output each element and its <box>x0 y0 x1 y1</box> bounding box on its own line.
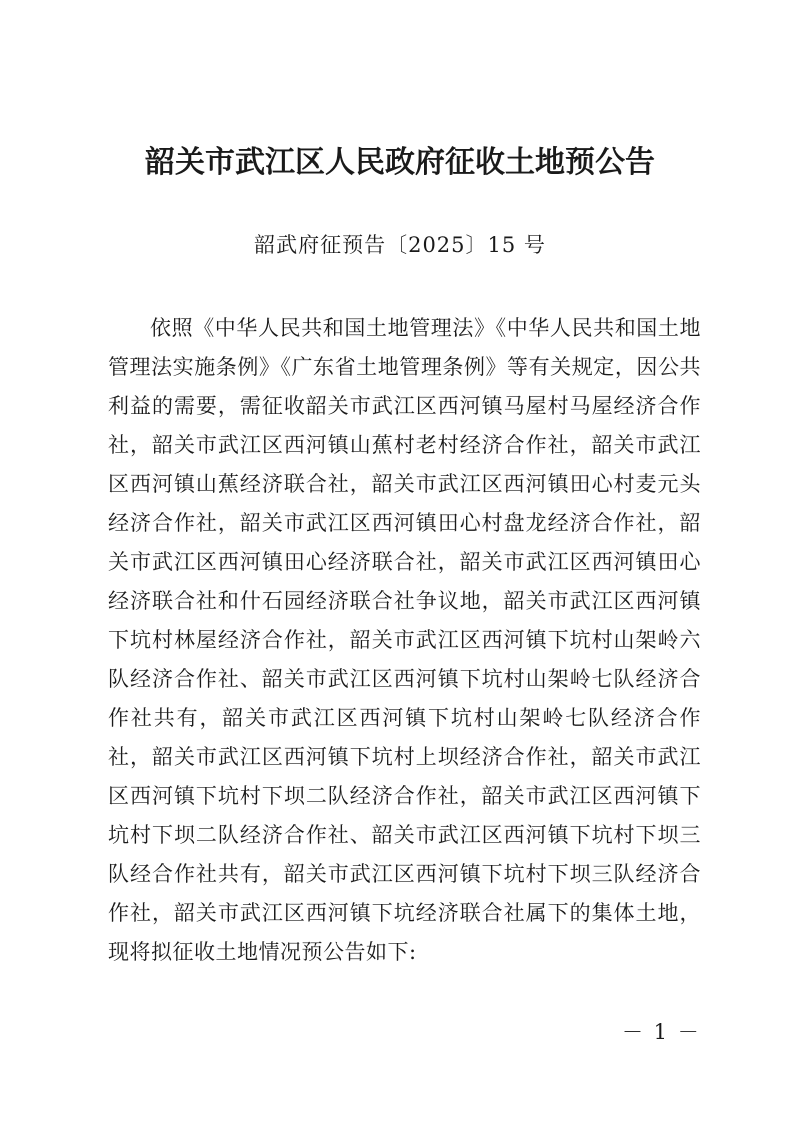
page-number: － 1 － <box>622 1020 701 1044</box>
document-number: 韶武府征预告〔2025〕15 号 <box>254 233 546 257</box>
document-title: 韶关市武江区人民政府征收土地预公告 <box>145 145 655 180</box>
body-paragraph: 依照《中华人民共和国土地管理法》《中华人民共和国土地管理法实施条例》《广东省土地管理条例》等有关规定，因公共利益的需要，需征收韶关市武江区西河镇马屋村马屋经济合作社，韶关市武江区西河镇山蕉村老村经济合作社，韶关市武江区西河镇山蕉经济联合社，韶关市武江区西河镇田心村麦元头经济合作社，韶关市武江区西河镇田心村盘龙经济合作社，韶关市武江区西河镇田心经济联合社，韶关市武江区西河镇田心经济联合社和什石园经济联合社争议地，韶关市武江区西河镇下坑村林屋经济合作社，韶关市武江区西河镇下坑村山架岭六队经济合作社、韶关市武江区西河镇下坑村山架岭七队经济合作社共有，韶关市武江区西河镇下坑村山架岭七队经济合作社，韶关市武江区西河镇下坑村上坝经济合作社，韶关市武江区西河镇下坑村下坝二队经济合作社，韶关市武江区西河镇下坑村下坝二队经济合作社、韶关市武江区西河镇下坑村下坝三队经合作社共有，韶关市武江区西河镇下坑村下坝三队经济合作社，韶关市武江区西河镇下坑经济联合社属下的集体土地，现将拟征收土地情况预公告如下: <box>108 316 701 964</box>
